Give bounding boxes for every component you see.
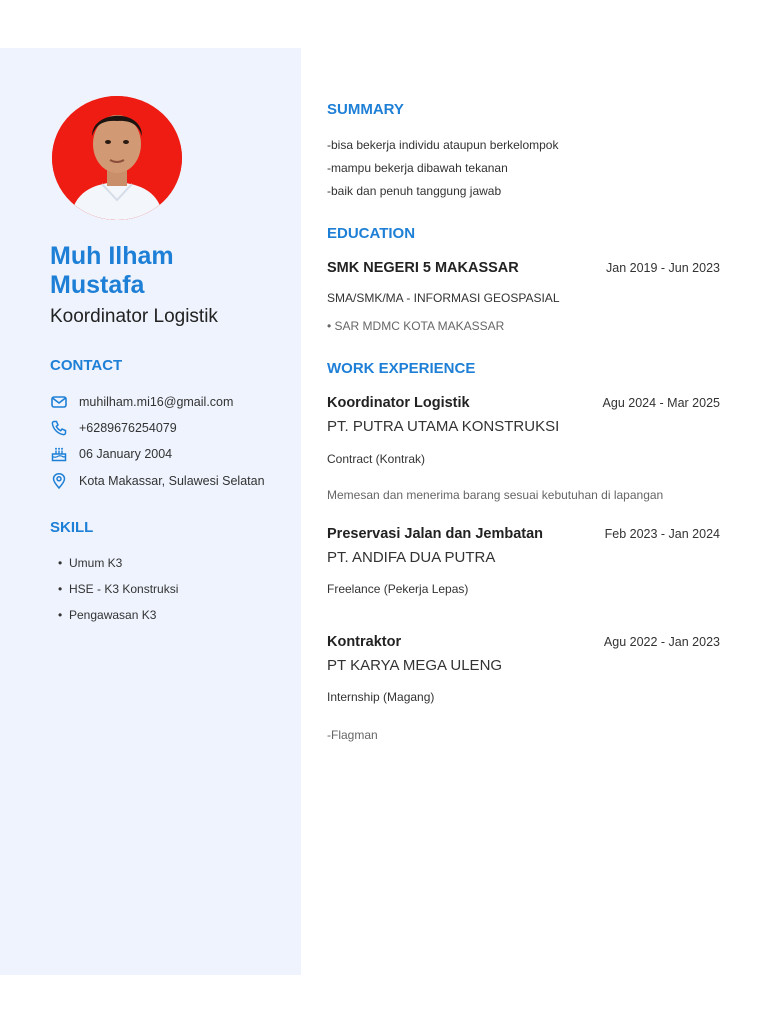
email-text[interactable]: muhilham.mi16@gmail.com [79, 395, 234, 409]
job-header [327, 526, 720, 542]
mail-icon [50, 393, 68, 411]
job-dates: Agu 2024 - Mar 2025 [602, 396, 720, 410]
skill-label: HSE - K3 Konstruksi [69, 582, 179, 596]
profile-photo [52, 96, 182, 220]
person-name [50, 242, 280, 300]
name-first: Muh Ilham [50, 242, 174, 270]
job-header [327, 634, 720, 650]
job-dates: Feb 2023 - Jan 2024 [604, 527, 720, 541]
contact-location [50, 472, 265, 490]
summary-line: -bisa bekerja individu ataupun berkelompok [327, 138, 559, 152]
birthdate-text: 06 January 2004 [79, 447, 173, 461]
work-heading: WORK EXPERIENCE [327, 360, 476, 377]
name-last: Mustafa [50, 271, 145, 299]
skill-item: • Umum K3 [58, 556, 123, 570]
education-dates: Jan 2019 - Jun 2023 [606, 261, 720, 275]
contact-birthdate [50, 445, 172, 463]
summary-heading: SUMMARY [327, 101, 404, 118]
education-activity: • SAR MDMC KOTA MAKASSAR [327, 319, 505, 333]
skill-item: • Pengawasan K3 [58, 608, 157, 622]
job-title: Preservasi Jalan dan Jembatan [327, 526, 544, 542]
skill-heading: SKILL [50, 519, 94, 536]
contact-heading: CONTACT [50, 357, 123, 374]
school-name: SMK NEGERI 5 MAKASSAR [327, 260, 519, 276]
job-company: PT. ANDIFA DUA PUTRA [327, 549, 496, 566]
sidebar [0, 48, 301, 975]
job-description: Memesan dan menerima barang sesuai kebutuhan di lapangan [327, 488, 664, 502]
phone-text[interactable]: +6289676254079 [79, 421, 177, 435]
skill-label: Umum K3 [69, 556, 123, 570]
job-company: PT. PUTRA UTAMA KONSTRUKSI [327, 418, 560, 435]
job-description: -Flagman [327, 728, 378, 742]
summary-line: -baik dan penuh tanggung jawab [327, 184, 502, 198]
job-company: PT KARYA MEGA ULENG [327, 657, 503, 674]
job-header [327, 395, 720, 411]
contact-phone[interactable] [50, 419, 177, 437]
job-type: Internship (Magang) [327, 690, 435, 704]
job-title: Koordinator Logistik [327, 395, 470, 411]
summary-line: -mampu bekerja dibawah tekanan [327, 161, 508, 175]
contact-email[interactable] [50, 393, 233, 411]
location-pin-icon [50, 472, 68, 490]
job-role: Koordinator Logistik [50, 306, 218, 327]
job-title: Kontraktor [327, 634, 402, 650]
education-entry [327, 260, 720, 276]
job-type: Contract (Kontrak) [327, 452, 426, 466]
location-text: Kota Makassar, Sulawesi Selatan [79, 474, 265, 488]
skill-item: • HSE - K3 Konstruksi [58, 582, 179, 596]
job-type: Freelance (Pekerja Lepas) [327, 582, 469, 596]
birthday-cake-icon [50, 445, 68, 463]
education-heading: EDUCATION [327, 225, 416, 242]
job-dates: Agu 2022 - Jan 2023 [603, 635, 720, 649]
skill-label: Pengawasan K3 [69, 608, 157, 622]
education-program: SMA/SMK/MA - INFORMASI GEOSPASIAL [327, 291, 560, 305]
phone-icon [50, 419, 68, 437]
